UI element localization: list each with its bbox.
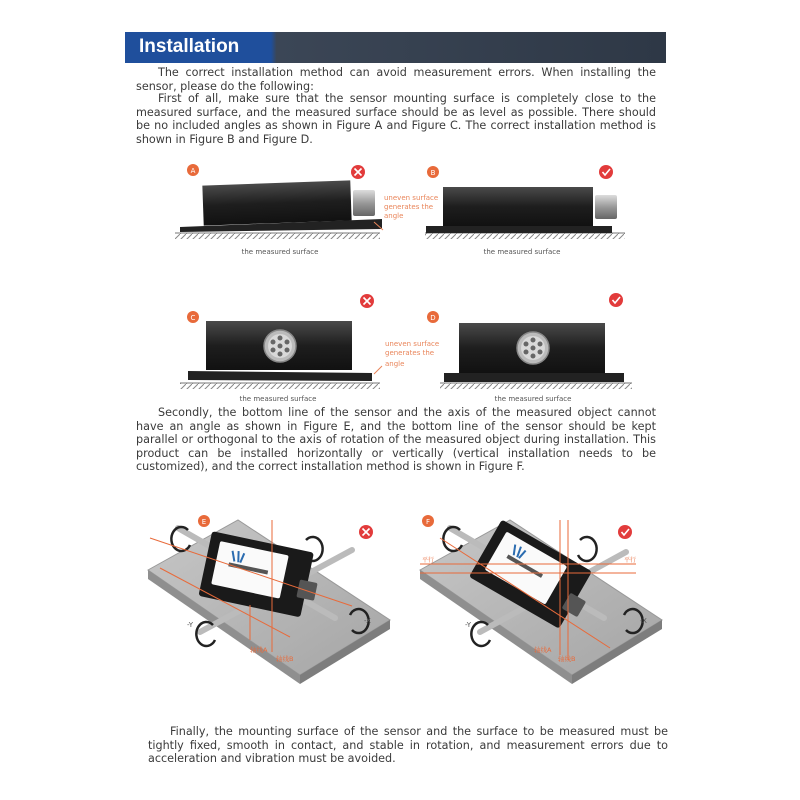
paragraph-intro: The correct installation method can avoid measurement errors. When installing the sensor, please do the following: bbox=[136, 66, 656, 93]
axis-minus-y-label: -Y bbox=[187, 621, 193, 629]
axis-minus-x-label: -X bbox=[640, 617, 647, 625]
paragraph-axis-alignment: Secondly, the bottom line of the sensor and the axis of the measured object cannot have an angle as shown in Figure E, and the bottom line of the sensor should be kept parallel or orthogonal to the axis of rotation of the measured object during installation. This product can be installed horizontally or vertically (vertical installation needs to be customized), and the correct installation method is shown in Figure F. bbox=[136, 406, 656, 473]
parallel-right-label: 平行 bbox=[624, 557, 637, 564]
correct-icon bbox=[609, 293, 623, 307]
sensor-connector bbox=[353, 190, 375, 216]
figure-f bbox=[420, 515, 662, 684]
figure-e bbox=[148, 515, 390, 684]
figure-c-letter: C bbox=[190, 314, 196, 322]
figure-c bbox=[180, 294, 439, 403]
figure-a bbox=[175, 164, 438, 256]
section-title: Installation bbox=[139, 36, 240, 57]
axis-b-label: 轴线B bbox=[558, 655, 576, 663]
paragraph-mounting-surface: First of all, make sure that the sensor mounting surface is completely close to the measured surface, and the measured surface should be as level as possible. There should be no included angles as shown in Figure A and Figure C. The correct installation method is shown in Figure B and Figure D. bbox=[136, 92, 656, 146]
figure-e-letter: E bbox=[201, 518, 207, 526]
sensor-body bbox=[443, 187, 593, 226]
correct-icon bbox=[599, 165, 613, 179]
sensor-connector bbox=[296, 579, 317, 600]
figure-a-note-2: generates the bbox=[384, 203, 434, 211]
ground-hatch bbox=[180, 383, 380, 389]
sensor-connector bbox=[595, 195, 617, 219]
figure-d-letter: D bbox=[430, 314, 436, 322]
parallel-left-label: 平行 bbox=[422, 557, 435, 564]
wrong-icon bbox=[351, 165, 365, 179]
figure-d-caption: the measured surface bbox=[494, 395, 572, 403]
figure-b-caption: the measured surface bbox=[483, 248, 561, 256]
paragraph-fixing: Finally, the mounting surface of the sensor and the surface to be measured must be tightly fixed, smooth in contact, and stable in rotation, and measurement errors due to acceleration and vibration must be avoided. bbox=[148, 725, 668, 765]
figure-b bbox=[425, 165, 625, 256]
axis-minus-x-label: -X bbox=[364, 617, 371, 625]
axis-a-label: 轴线A bbox=[250, 646, 268, 654]
figure-c-caption: the measured surface bbox=[239, 395, 317, 403]
figure-c-note-1: uneven surface bbox=[385, 340, 440, 348]
axis-a-label: 轴线A bbox=[534, 646, 552, 654]
correct-icon bbox=[618, 525, 632, 539]
rotation-arrow-icon bbox=[578, 537, 597, 561]
mounting-base bbox=[444, 373, 624, 382]
mounting-base-tilted bbox=[188, 371, 372, 381]
connector-face bbox=[517, 332, 549, 364]
figure-c-note-3: angle bbox=[385, 360, 405, 368]
ground-hatch bbox=[175, 233, 380, 239]
axis-minus-y-label: -Y bbox=[465, 621, 471, 629]
wrong-icon bbox=[360, 294, 374, 308]
figure-a-letter: A bbox=[190, 167, 196, 175]
axis-b-label: 轴线B bbox=[276, 655, 294, 663]
wrong-icon bbox=[359, 525, 373, 539]
mounting-base bbox=[426, 226, 612, 233]
figure-a-note-3: angle bbox=[384, 212, 404, 220]
figure-d bbox=[427, 293, 632, 403]
ground-hatch bbox=[440, 383, 632, 389]
sensor-body bbox=[202, 180, 351, 225]
angle-pointer bbox=[374, 366, 382, 374]
figure-a-caption: the measured surface bbox=[241, 248, 319, 256]
figure-f-letter: F bbox=[425, 518, 431, 526]
figure-c-note-2: generates the bbox=[385, 349, 435, 357]
figure-b-letter: B bbox=[430, 169, 436, 177]
connector-face bbox=[264, 330, 296, 362]
figure-a-note-1: uneven surface bbox=[384, 194, 439, 202]
ground-hatch bbox=[425, 233, 625, 239]
